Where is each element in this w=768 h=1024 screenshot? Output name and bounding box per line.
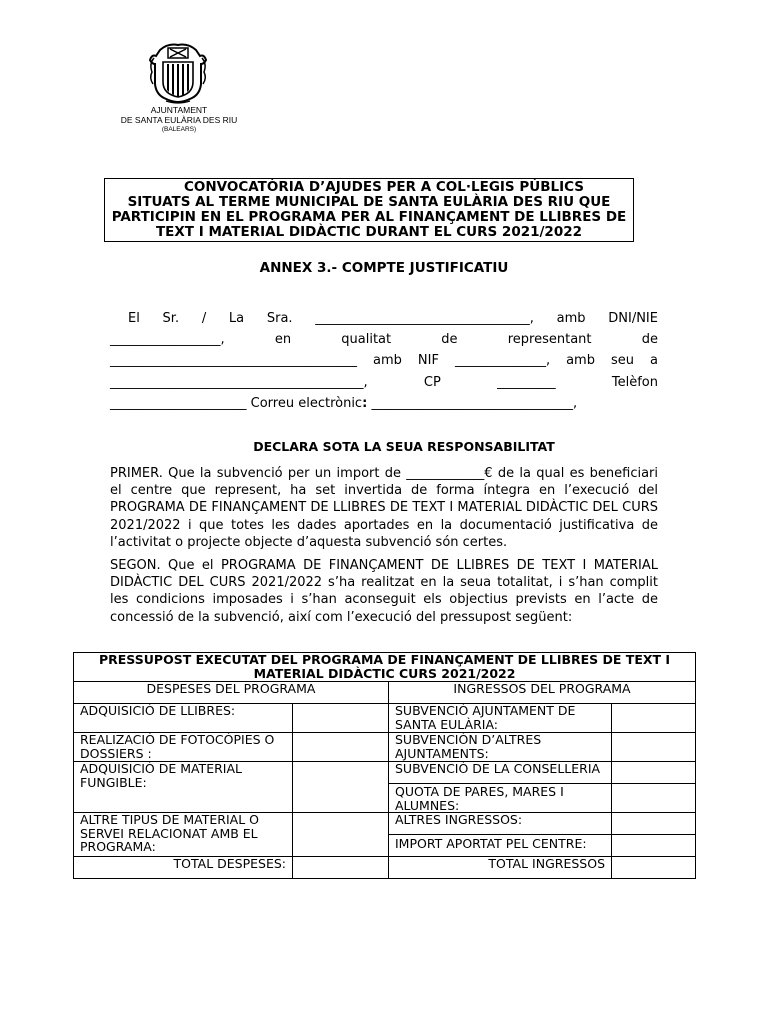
form-word: Sr. bbox=[162, 311, 180, 326]
total-expenses-cell[interactable] bbox=[293, 857, 389, 879]
logo-text-line3: (BALEARS) bbox=[161, 126, 197, 133]
income-amount-cell[interactable] bbox=[612, 784, 696, 813]
income-amount-cell[interactable] bbox=[612, 733, 696, 762]
expenses-column-title: DESPESES DEL PROGRAMA bbox=[74, 682, 389, 704]
expense-label: ADQUISICIÓ DE LLIBRES: bbox=[74, 704, 293, 733]
budget-table bbox=[73, 652, 696, 879]
income-label: SUBVENCIÓ DE LA CONSELLERIA bbox=[389, 762, 612, 784]
form-word: NIF bbox=[417, 353, 439, 368]
income-label: QUOTA DE PARES, MARES I ALUMNES: bbox=[389, 784, 612, 813]
paragraph-line: les condicions imposades i s’han aconseguit els objectius prevists en l’acte de bbox=[110, 592, 658, 608]
income-column-title: INGRESSOS DEL PROGRAMA bbox=[389, 682, 696, 704]
expense-label: REALIZACIÓ DE FOTOCÒPIES O DOSSIERS : bbox=[74, 733, 293, 762]
email-blank-field[interactable]: _______________________________, bbox=[371, 396, 578, 411]
dni-blank-field[interactable]: _________________, bbox=[110, 332, 225, 347]
form-word: de bbox=[641, 332, 658, 347]
paragraph-line: 2021/2022 i que totes les dades aportades en la documentació justificativa de bbox=[110, 517, 658, 533]
paragraph-line: SEGON. Que el PROGRAMA DE FINANÇAMENT DE LLIBRES DE TEXT I MATERIAL bbox=[110, 558, 658, 573]
form-word: en bbox=[274, 332, 292, 347]
form-word: Sra. bbox=[266, 311, 293, 326]
entity-blank-field[interactable]: ______________________________________ bbox=[110, 353, 357, 368]
form-word: Telèfon bbox=[611, 375, 658, 390]
form-word: representant bbox=[507, 332, 592, 347]
logo-text-line2: DE SANTA EULÀRIA DES RIU bbox=[120, 115, 238, 125]
title-line4: TEXT I MATERIAL DIDÀCTIC DURANT EL CURS 2021/2022 bbox=[155, 224, 583, 240]
paragraph-line: PRIMER. Que la subvenció per un import de ____________€ de la qual es beneficiari bbox=[110, 466, 658, 481]
total-income-cell[interactable] bbox=[612, 857, 696, 879]
income-amount-cell[interactable] bbox=[612, 704, 696, 733]
form-word: DNI/NIE bbox=[608, 311, 658, 326]
budget-table-header: PRESSUPOST EXECUTAT DEL PROGRAMA DE FINANÇAMENT DE LLIBRES DE TEXT I MATERIAL DIDÀCTIC CURS 2021/2022 bbox=[74, 653, 696, 682]
income-amount-cell[interactable] bbox=[612, 813, 696, 835]
cp-blank-field[interactable]: _________ bbox=[497, 375, 556, 390]
title-line3: PARTICIPIN EN EL PROGRAMA PER AL FINANÇAMENT DE LLIBRES DE bbox=[111, 209, 627, 225]
form-line-4 bbox=[110, 375, 658, 391]
form-word: El bbox=[128, 311, 140, 326]
paragraph-line: el centre que represent, ha set invertida de forma íntegra en l’execució del bbox=[110, 483, 658, 499]
form-word: CP bbox=[423, 375, 441, 390]
paragraph-line: concessió de la subvenció, així com l’execució del pressupost següent: bbox=[110, 609, 573, 625]
expense-amount-cell[interactable] bbox=[293, 762, 389, 813]
form-word: de bbox=[441, 332, 458, 347]
income-label: ALTRES INGRESSOS: bbox=[389, 813, 612, 835]
logo-text-line1: AJUNTAMENT bbox=[150, 105, 208, 115]
income-amount-cell[interactable] bbox=[612, 835, 696, 857]
form-word: amb bbox=[556, 311, 586, 326]
title-line1: CONVOCATÒRIA D’AJUDES PER A COL·LEGIS PÚBLICS bbox=[183, 179, 585, 195]
email-label: Correu electrònic bbox=[250, 396, 363, 411]
form-word: La bbox=[228, 311, 245, 326]
expense-amount-cell[interactable] bbox=[293, 704, 389, 733]
form-line-5 bbox=[110, 396, 658, 412]
income-label: SUBVENCIÓ AJUNTAMENT DE SANTA EULÀRIA: bbox=[389, 704, 612, 733]
municipal-logo bbox=[108, 42, 250, 136]
declaration-heading: DECLARA SOTA LA SEUA RESPONSABILITAT bbox=[253, 439, 555, 454]
coat-of-arms-icon bbox=[146, 42, 210, 104]
paragraph-line: DIDÀCTIC DEL CURS 2021/2022 s’ha realitzat en la seua totalitat, i s’han complit bbox=[110, 575, 658, 591]
form-line-3 bbox=[110, 353, 658, 369]
expense-label: ALTRE TIPUS DE MATERIAL O SERVEI RELACIONAT AMB EL PROGRAMA: bbox=[74, 813, 293, 857]
expense-label: ADQUISICIÓ DE MATERIAL FUNGIBLE: bbox=[74, 762, 293, 813]
paragraph-line: PROGRAMA DE FINANÇAMENT DE LLIBRES DE TEXT I MATERIAL DIDÀCTIC DEL CURS bbox=[110, 500, 658, 516]
paragraph-line: l’activitat o projecte objecte d’aquesta subvenció són certes. bbox=[110, 534, 508, 550]
income-label: IMPORT APORTAT PEL CENTRE: bbox=[389, 835, 612, 857]
form-line-1 bbox=[110, 311, 658, 327]
form-word: a bbox=[649, 353, 658, 368]
document-title-box bbox=[104, 178, 634, 242]
name-blank-field[interactable]: _________________________________, bbox=[315, 311, 534, 326]
total-expenses-label: TOTAL DESPESES: bbox=[74, 857, 293, 879]
form-word: amb bbox=[373, 353, 402, 368]
form-word: / bbox=[201, 311, 207, 326]
income-label: SUBVENCIÓN D’ALTRES AJUNTAMENTS: bbox=[389, 733, 612, 762]
total-income-label: TOTAL INGRESSOS bbox=[389, 857, 612, 879]
form-line-2 bbox=[110, 332, 658, 348]
paragraph-segon bbox=[110, 557, 658, 626]
phone-blank-field[interactable]: _____________________ bbox=[110, 396, 247, 411]
paragraph-primer bbox=[110, 465, 658, 551]
annex-heading: ANNEX 3.- COMPTE JUSTIFICATIU bbox=[259, 260, 509, 276]
expense-amount-cell[interactable] bbox=[293, 733, 389, 762]
email-colon: : bbox=[362, 396, 368, 411]
form-word: qualitat bbox=[341, 332, 392, 347]
nif-blank-field[interactable]: ______________, bbox=[454, 353, 551, 368]
form-word: amb bbox=[566, 353, 595, 368]
expense-amount-cell[interactable] bbox=[293, 813, 389, 857]
address-blank-field[interactable]: _______________________________________, bbox=[110, 375, 368, 390]
form-word: seu bbox=[610, 353, 634, 368]
title-line2: SITUATS AL TERME MUNICIPAL DE SANTA EULÀRIA DES RIU QUE bbox=[127, 194, 611, 210]
income-amount-cell[interactable] bbox=[612, 762, 696, 784]
